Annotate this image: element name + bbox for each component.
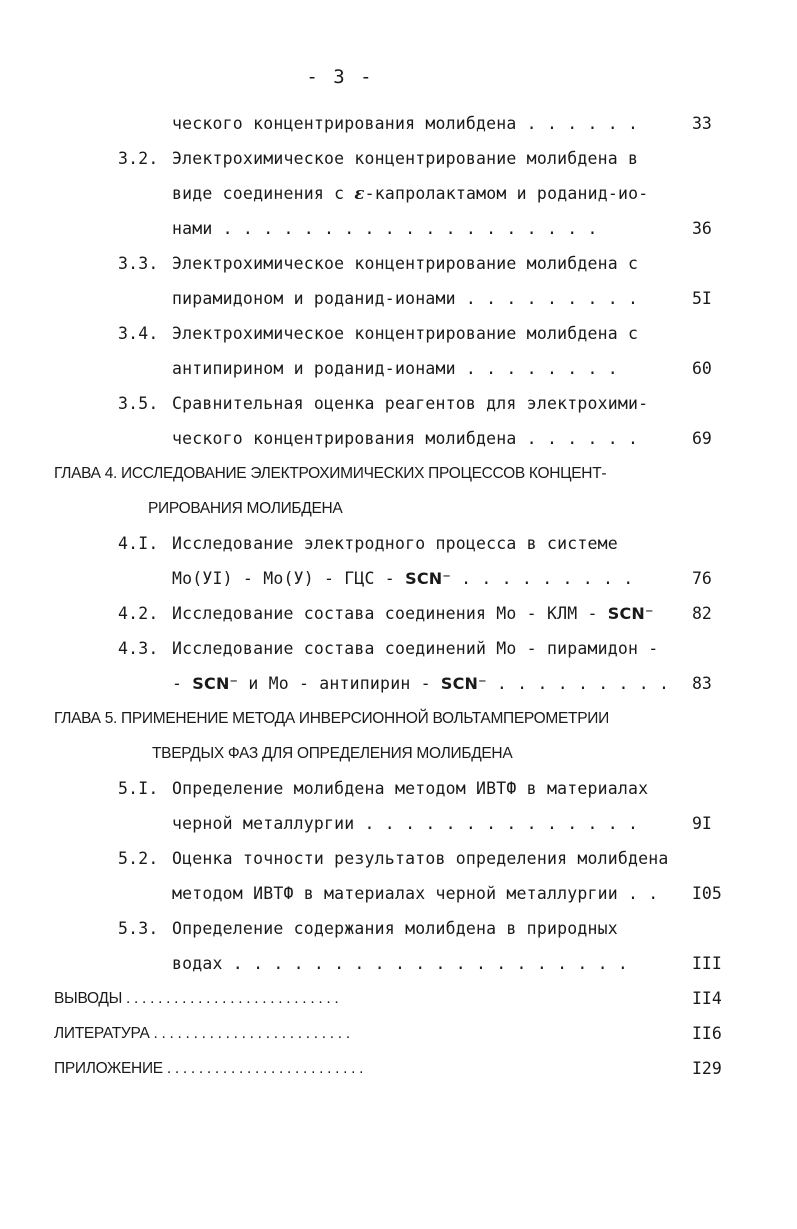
toc-page-ref: 82 (692, 604, 712, 623)
toc-text: -капролактамом и роданид-ио- (364, 184, 649, 203)
toc-page-ref: I05 (692, 884, 722, 903)
toc-section-number: 3.2. (118, 149, 159, 168)
toc-line: водах . . . . . . . . . . . . . . . . . . . . (172, 954, 629, 973)
toc-line: методом ИВТФ в материалах черной металлургии . . (172, 884, 659, 903)
thiocyanate-formula: SCN⁻ (607, 604, 654, 623)
toc-line: антипирином и роданид-ионами . . . . . . . . (172, 359, 618, 378)
toc-text: и Mo - антипирин - (238, 674, 441, 693)
toc-page-ref: 36 (692, 219, 712, 238)
toc-line: Электрохимическое концентрирование молибдена с (172, 254, 639, 273)
toc-page-ref: 9I (692, 814, 712, 833)
toc-page-ref: II6 (692, 1024, 722, 1043)
toc-text: . . . . . . . . . (486, 674, 670, 693)
toc-page-ref: 60 (692, 359, 712, 378)
toc-page-ref: 83 (692, 674, 712, 693)
toc-section-number: 4.2. (118, 604, 159, 623)
chapter-heading-continued: ТВЕРДЫХ ФАЗ ДЛЯ ОПРЕДЕЛЕНИЯ МОЛИБДЕНА (152, 745, 513, 762)
toc-line-conclusions: ВЫВОДЫ . . . . . . . . . . . . . . . . . . . . . . . . . . . (54, 990, 339, 1007)
toc-line: нами . . . . . . . . . . . . . . . . . . . (172, 219, 598, 238)
thiocyanate-formula: SCN⁻ (440, 674, 487, 693)
toc-section-number: 3.3. (118, 254, 159, 273)
toc-line (172, 565, 633, 593)
epsilon-symbol: ε (354, 184, 365, 203)
toc-page-ref: 76 (692, 569, 712, 588)
toc-line: Электрохимическое концентрирование молибдена с (172, 324, 639, 343)
toc-line: ческого концентрирования молибдена . . . . . . (172, 114, 639, 133)
toc-line (172, 180, 648, 208)
toc-line: Исследование состава соединений Mo - пирамидон - (172, 639, 659, 658)
thiocyanate-formula: SCN⁻ (405, 569, 451, 588)
toc-page-ref: II4 (692, 989, 722, 1008)
toc-page-ref: I29 (692, 1059, 722, 1078)
toc-line: Электрохимическое концентрирование молибдена в (172, 149, 639, 168)
toc-text: Исследование состава соединения Mo - КЛМ - (172, 604, 608, 623)
toc-page-ref: III (692, 954, 722, 973)
toc-section-number: 5.3. (118, 919, 159, 938)
chapter-heading: ГЛАВА 4. ИССЛЕДОВАНИЕ ЭЛЕКТРОХИМИЧЕСКИХ ПРОЦЕССОВ КОНЦЕНТ- (54, 465, 607, 482)
toc-line (172, 600, 654, 628)
toc-line: ческого концентрирования молибдена . . . . . . (172, 429, 639, 448)
toc-line: Исследование электродного процесса в системе (172, 534, 618, 553)
toc-text: . . . . . . . . . (451, 569, 634, 588)
toc-section-number: 5.2. (118, 849, 159, 868)
toc-line: Оценка точности результатов определения молибдена (172, 849, 669, 868)
toc-text: Mo(УI) - Mo(У) - ГЦС - (172, 569, 406, 588)
chapter-heading-continued: РИРОВАНИЯ МОЛИБДЕНА (148, 500, 343, 517)
toc-section-number: 5.I. (118, 779, 159, 798)
toc-section-number: 3.5. (118, 394, 159, 413)
toc-section-number: 4.3. (118, 639, 159, 658)
toc-section-number: 3.4. (118, 324, 159, 343)
toc-line-literature: ЛИТЕРАТУРА . . . . . . . . . . . . . . . . . . . . . . . . . (54, 1025, 350, 1042)
toc-line: черной металлургии . . . . . . . . . . . . . . (172, 814, 639, 833)
thiocyanate-formula: SCN⁻ (192, 674, 239, 693)
toc-line (172, 670, 669, 698)
toc-page-ref: 5I (692, 289, 712, 308)
page-number: - 3 - (306, 66, 374, 88)
toc-page-ref: 69 (692, 429, 712, 448)
toc-text: виде соединения с (172, 184, 355, 203)
toc-line-appendix: ПРИЛОЖЕНИЕ . . . . . . . . . . . . . . . . . . . . . . . . . (54, 1060, 364, 1077)
toc-line: Определение молибдена методом ИВТФ в материалах (172, 779, 649, 798)
toc-line: пирамидоном и роданид-ионами . . . . . . . . . (172, 289, 639, 308)
toc-line: Сравнительная оценка реагентов для электрохими- (172, 394, 649, 413)
toc-text: - (172, 674, 193, 693)
toc-section-number: 4.I. (118, 534, 159, 553)
toc-page-ref: 33 (692, 114, 712, 133)
toc-line: Определение содержания молибдена в природных (172, 919, 618, 938)
chapter-heading: ГЛАВА 5. ПРИМЕНЕНИЕ МЕТОДА ИНВЕРСИОННОЙ ВОЛЬТАМПЕРОМЕТРИИ (54, 710, 609, 727)
